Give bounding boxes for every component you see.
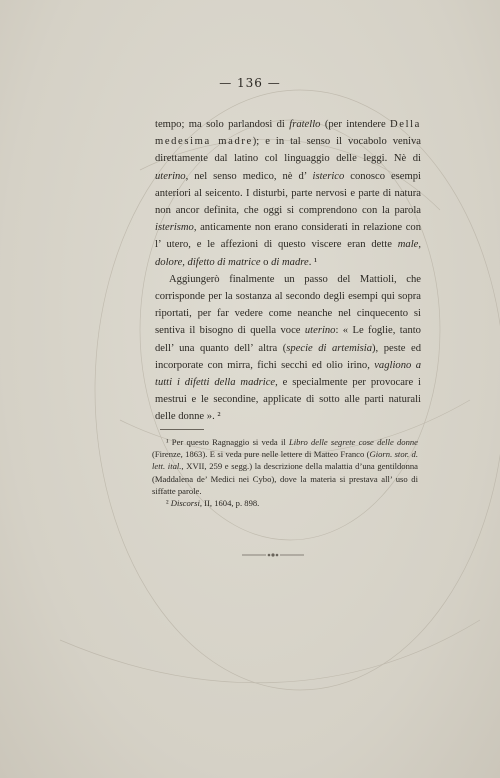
- italic-text: fratello: [289, 119, 321, 130]
- italic-text: specie di artemisia: [286, 342, 373, 354]
- paragraph: [155, 271, 421, 426]
- ornament-rule: [242, 552, 304, 558]
- text-run: , anticamente non erano considerati in relazione con l’ utero, e le affezioni di questo viscere eran dette: [155, 222, 421, 251]
- italic-text: Discorsi: [170, 498, 200, 509]
- text-run: tempo; ma solo parlandosi di: [155, 119, 290, 130]
- text-run: o: [260, 256, 272, 268]
- main-text: [155, 116, 421, 426]
- text-run: conosco esempi anteriori al seicento. I disturbi, parte nervosi e parte di natura non ancor definita, che oggi si comprendono con la parola: [155, 170, 421, 217]
- italic-text: isterico: [312, 170, 345, 182]
- footnote: [152, 497, 418, 509]
- italic-text: uterino: [304, 325, 336, 337]
- paragraph: [155, 116, 421, 271]
- italic-text: uterino: [155, 170, 186, 182]
- italic-text: di madre: [271, 256, 309, 268]
- text-run: . ¹: [308, 256, 318, 268]
- italic-text: male, dolore, difetto di matrice: [155, 239, 421, 268]
- text-run: ²: [166, 498, 171, 509]
- text-run: (Firenze, 1863). E si veda pure nelle lettere di Matteo Franco (: [152, 449, 370, 460]
- italic-text: vagliono a tutti i difetti della madrice: [155, 359, 421, 389]
- text-run: ), peste ed incorporate con mirra, fichi secchi ed olio irino,: [155, 342, 421, 371]
- spaced-text: Della medesima madre: [155, 119, 421, 148]
- text-run: , e specialmente per provocare i mestrui e le secondine, applicate di sotto alle parti naturali delle donne ». ²: [155, 377, 421, 423]
- text-run: , XVII, 259 e segg.) la descrizione della malattia d’una gentildonna (Maddalena de’ Medici nei Cybo), dove la materia si prestava all’ uso di siffatte parole.: [152, 461, 418, 496]
- text-run: (per intendere: [320, 119, 391, 130]
- page-number: — 136 —: [219, 76, 281, 90]
- italic-text: isterismo: [155, 222, 194, 234]
- italic-text: Libro delle segrete cose delle donne: [288, 437, 418, 447]
- footnote: [152, 436, 418, 497]
- text-run: Aggiungerò finalmente un passo del Mattioli, che corrisponde per la sostanza al secondo degli esempi qui sopra riportati, per far vedere come neanche nel cinquecento si sentiva il bisogno di quella voce: [155, 273, 421, 337]
- footnotes: [152, 436, 418, 509]
- text-run: , II, 1604, p. 898.: [199, 498, 260, 509]
- text-run: : « Le foglie, tanto dell’ una quanto dell’ altra (: [155, 325, 421, 354]
- text-run: , nel senso medico, nè d’: [185, 170, 313, 182]
- footnote-separator: [160, 429, 204, 430]
- text-run: ); e in tal senso il vocabolo veniva direttamente dal latino col linguaggio delle leggi. Nè di: [155, 136, 421, 165]
- italic-text: Giorn. stor. d. lett. ital.: [152, 449, 418, 472]
- text-run: ¹ Per questo Ragnaggio si veda il: [166, 437, 289, 447]
